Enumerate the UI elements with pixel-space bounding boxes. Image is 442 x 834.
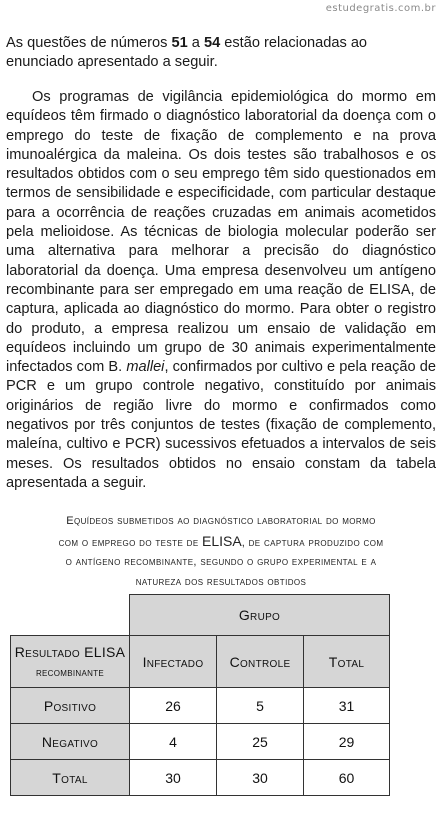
table-caption [8,512,434,592]
passage-part-2: , confirmados por cultivo e pela reação de PCR e um grupo controle negativo, constituído por animais originários de região livre do mormo e confirmados como negativos por três conjuntos de testes (fixação de complemento, maleína, cultivo e PCR) sucessivos efetuados a intervalos de seis meses. Os resultados obtidos no ensaio constam da tabela apresentada a seguir. [6,359,436,491]
caption-line-2-elisa: ELISA [202,532,242,549]
intro-suffix: estão relacionadas ao enunciado apresentado a seguir. [6,35,368,70]
cell-negativo-infectado: 4 [130,724,217,760]
table-corner-blank [11,595,130,636]
caption-line-1: Equídeos submetidos ao diagnóstico laboratorial do mormo [66,515,376,527]
intro-statement [6,34,436,72]
results-table [10,594,390,796]
caption-line-2 [8,532,434,554]
row-label-negativo: Negativo [11,724,130,760]
caption-line-4: natureza dos resultados obtidos [135,575,307,588]
cell-positivo-total: 31 [304,688,390,724]
row-header-cell [11,636,130,688]
intro-middle: a [187,35,204,51]
row-header-title: Resultado ELISA [14,643,126,660]
cell-total-total: 60 [304,760,390,796]
table-row-total [11,760,390,796]
intro-prefix: As questões de números [6,35,172,51]
cell-total-controle: 30 [217,760,304,796]
column-header-controle: Controle [217,636,304,688]
row-label-positivo: Positivo [11,688,130,724]
caption-line-2-post: , de captura produzido com [241,536,384,549]
cell-positivo-infectado: 26 [130,688,217,724]
question-number-start: 51 [171,35,188,51]
caption-line-2-pre: com o emprego do teste de [58,536,203,549]
table-row-negativo [11,724,390,760]
passage-italic-species: mallei [126,359,165,376]
table-row-positivo [11,688,390,724]
row-label-total: Total [11,760,130,796]
cell-negativo-total: 29 [304,724,390,760]
cell-positivo-controle: 5 [217,688,304,724]
passage-part-1: Os programas de vigilância epidemiológica do mormo em equídeos têm firmado o diagnóstico laboratorial da doença com o emprego do teste de fixação de complemento e na prova imunoalérgica da maleina. Os dois testes são trabalhosos e os resultados obtidos com o seu emprego têm sido questionados em termos de sensibilidade e especificidade, com particular destaque para a ocorrência de reações cruzadas em animais acometidos pela melioidose. As técnicas de biologia molecular poderão ser uma alternativa para melhorar a precisão do diagnóstico laboratorial da doença. Uma empresa desenvolveu um antígeno recombinante para ser empregado em uma reação de ELISA, de captura, aplicada ao diagnóstico do mormo. Para obter o registro do produto, a empresa realizou um ensaio de validação em equídeos incluindo um grupo de 30 animais experimentalmente infectados com B. [6,89,436,376]
passage-text [6,88,436,493]
column-header-total: Total [304,636,390,688]
site-watermark: estudegratis.com.br [325,3,436,14]
cell-negativo-controle: 25 [217,724,304,760]
group-header: Grupo [130,595,390,636]
question-number-end: 54 [203,35,221,51]
column-header-infectado: Infectado [130,636,217,688]
row-header-subtitle: recombinante [35,664,105,679]
cell-total-infectado: 30 [130,760,217,796]
caption-line-3: o antígeno recombinante, segundo o grupo experimental e a [65,556,377,568]
